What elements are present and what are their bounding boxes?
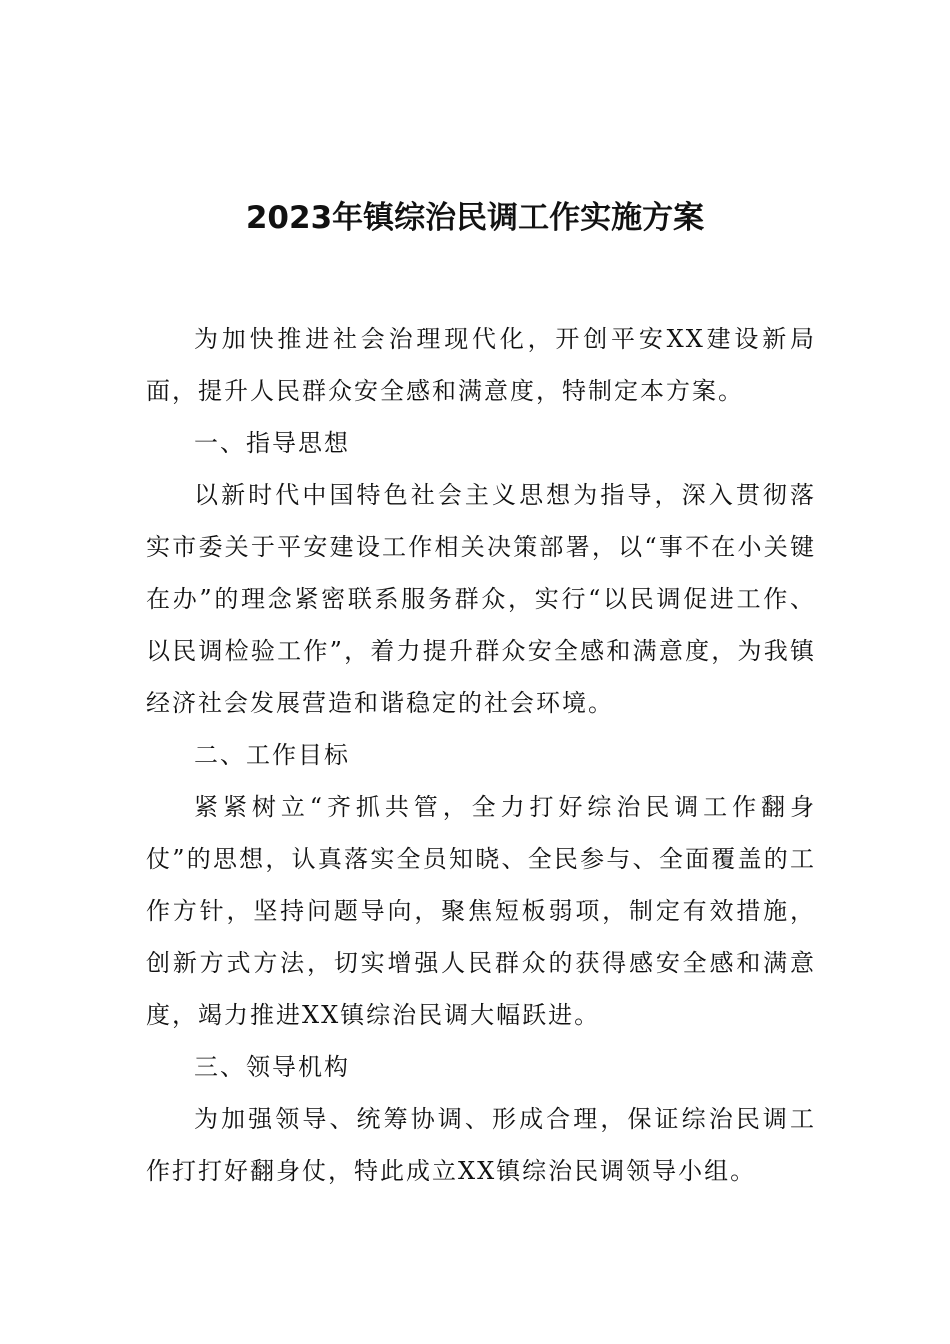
section-heading-work-goals: 二、工作目标 xyxy=(194,741,350,769)
guiding-ideology-paragraph: 以新时代中国特色社会主义思想为指导，深入贯彻落实市委关于平安建设工作相关决策部署，以“事不在小关键在办”的理念紧密联系服务群众，实行“以民调促进工作、以民调检验工作”，着力提升群众安全感和满意度，为我镇经济社会发展营造和谐稳定的社会环境。 xyxy=(146,481,816,717)
work-goals-paragraph: 紧紧树立“齐抓共管，全力打好综治民调工作翻身仗”的思想，认真落实全员知晓、全民参与、全面覆盖的工作方针，坚持问题导向，聚焦短板弱项，制定有效措施，创新方式方法，切实增强人民群众的获得感安全感和满意度，竭力推进XX镇综治民调大幅跃进。 xyxy=(146,793,816,1029)
document-title: 2023年镇综治民调工作实施方案 xyxy=(245,200,705,236)
document-body xyxy=(146,313,816,1197)
intro-paragraph: 为加快推进社会治理现代化，开创平安XX建设新局面，提升人民群众安全感和满意度，特制定本方案。 xyxy=(146,325,816,405)
leadership-paragraph: 为加强领导、统筹协调、形成合理，保证综治民调工作打打好翻身仗，特此成立XX镇综治民调领导小组。 xyxy=(146,1105,816,1185)
section-heading-guiding-ideology: 一、指导思想 xyxy=(194,429,350,457)
section-heading-leadership: 三、领导机构 xyxy=(194,1053,350,1081)
